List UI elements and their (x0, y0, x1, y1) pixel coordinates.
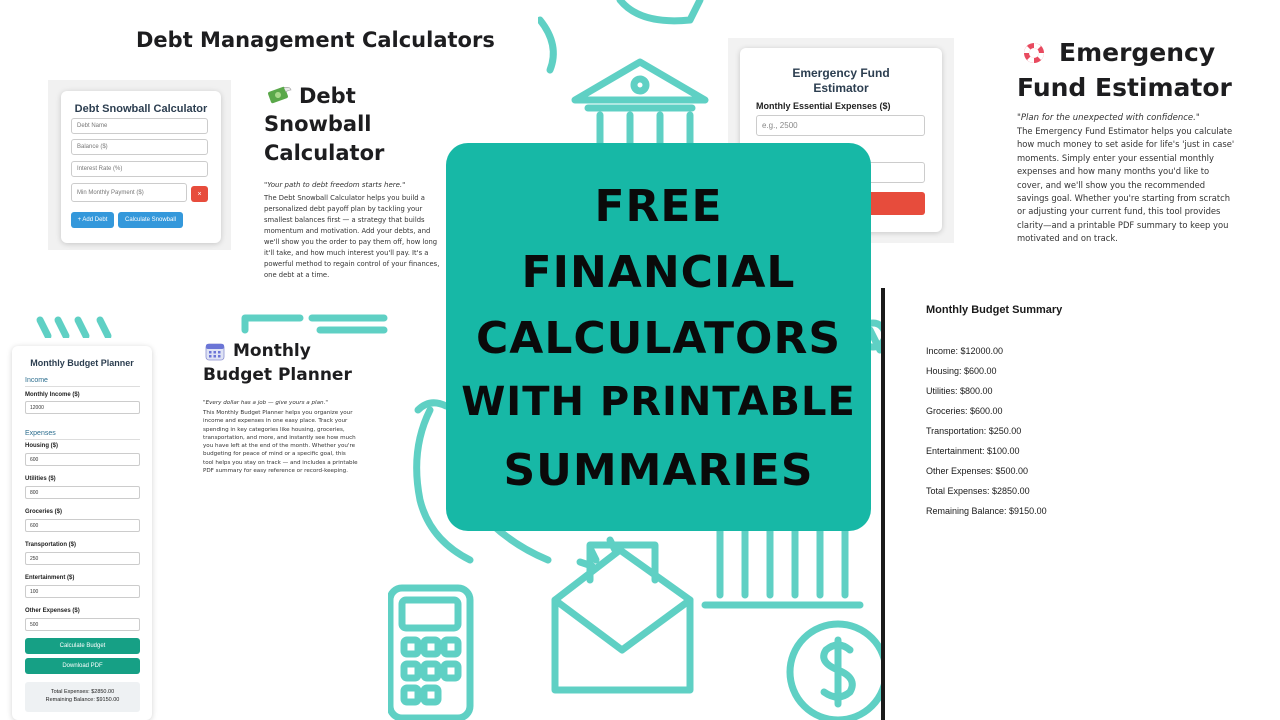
summary-line: Other Expenses: $500.00 (926, 466, 1029, 476)
summary-line: Income: $12000.00 (926, 346, 1004, 356)
divider (25, 439, 140, 440)
card-title-line2: Estimator (813, 81, 869, 95)
interest-rate-input[interactable]: Interest Rate (%) (71, 161, 208, 177)
budget-heading-line2: Budget Planner (203, 365, 352, 385)
remaining-balance-result: Remaining Balance: $9150.00 (45, 697, 120, 703)
add-debt-button[interactable]: + Add Debt (71, 212, 114, 228)
transportation-label: Transportation ($) (25, 542, 77, 548)
groceries-input[interactable]: 600 (25, 519, 140, 532)
debt-heading-line1: Debt (299, 84, 356, 108)
emergency-tagline: "Plan for the unexpected with confidence." (1017, 113, 1200, 123)
balance-input[interactable]: Balance ($) (71, 139, 208, 155)
expenses-field-label: Monthly Essential Expenses ($) (756, 101, 891, 111)
card-title: Debt Snowball Calculator (74, 103, 208, 115)
budget-description: This Monthly Budget Planner helps you organize your income and expenses in one easy place. Track your spending in key categories like housing, groceries, transportation, and more, and instantly see how much you have left at the end of the month. Whether you're budgeting for peace of mind or a specific goal, this tool helps you stay on track — and includes a printable PDF summary for easy reference or record-keeping. (203, 410, 358, 475)
debt-description: The Debt Snowball Calculator helps you build a personalized debt payoff plan by tackling your smallest balances first — a strategy that builds momentum and motivation. Add your debts, and we'll show you the order to pay them off, how long it'll take, and how much interest you'll pay. It's a powerful method to regain control of your finances, one debt at a time. (264, 194, 440, 279)
monthly-income-label: Monthly Income ($) (25, 392, 80, 398)
total-expenses-result: Total Expenses: $2850.00 (50, 689, 115, 695)
housing-label: Housing ($) (25, 443, 58, 449)
summary-line: Remaining Balance: $9150.00 (926, 506, 1047, 516)
min-payment-input[interactable]: Min Monthly Payment ($) (71, 183, 187, 202)
summary-line: Groceries: $600.00 (926, 406, 1003, 416)
utilities-label: Utilities ($) (25, 476, 56, 482)
budget-planner-card (12, 346, 152, 720)
remove-debt-button[interactable]: × (191, 186, 208, 202)
groceries-label: Groceries ($) (25, 509, 63, 515)
summary-line: Housing: $600.00 (926, 366, 997, 376)
calendar-icon (205, 342, 225, 361)
debt-name-input[interactable]: Debt Name (71, 118, 208, 134)
page-title: Debt Management Calculators (136, 28, 495, 52)
monthly-expenses-input[interactable]: e.g., 2500 (756, 115, 925, 136)
income-section-label: Income (25, 377, 48, 384)
emergency-description: The Emergency Fund Estimator helps you calculate how much money to set aside for life's 'just in case' moments. Simply enter your essential monthly expenses and how many months you'd like to cover, and we'll show you the recommended savings goal. Whether you're starting from scratch or adjusting your current fund, this tool provides clarity—and a printable PDF summary to keep you motivated and on track. (1017, 126, 1235, 244)
summary-line: Utilities: $800.00 (926, 386, 993, 396)
debt-tagline: "Your path to debt freedom starts here." (264, 181, 406, 189)
banner-line-2: FINANCIAL (521, 247, 796, 298)
transportation-input[interactable]: 250 (25, 552, 140, 565)
result-box (25, 682, 140, 712)
housing-input[interactable]: 600 (25, 453, 140, 466)
card-title-line1: Emergency Fund (792, 66, 890, 80)
banner-line-1: FREE (594, 181, 723, 232)
expenses-section-label: Expenses (25, 430, 56, 437)
divider (25, 386, 140, 387)
entertainment-label: Entertainment ($) (25, 575, 75, 581)
summary-line: Entertainment: $100.00 (926, 446, 1020, 456)
other-expenses-input[interactable]: 500 (25, 618, 140, 631)
monthly-income-input[interactable]: 12000 (25, 401, 140, 414)
money-with-wings-icon (266, 84, 292, 106)
summary-title: Monthly Budget Summary (926, 304, 1063, 316)
entertainment-input[interactable]: 100 (25, 585, 140, 598)
banner-line-3: CALCULATORS (475, 313, 842, 364)
lifebuoy-icon (1022, 41, 1046, 65)
emergency-heading-line1: Emergency (1059, 38, 1216, 67)
budget-tagline: "Every dollar has a job — give yours a plan." (203, 400, 328, 406)
debt-heading-line2: Snowball (264, 112, 372, 136)
banner-line-4: WITH PRINTABLE (461, 379, 856, 425)
title-banner (446, 143, 871, 531)
debt-heading-line3: Calculator (264, 141, 385, 165)
other-expenses-label: Other Expenses ($) (25, 608, 80, 614)
calculate-budget-button[interactable]: Calculate Budget (25, 638, 140, 654)
summary-border (881, 288, 885, 720)
utilities-input[interactable]: 800 (25, 486, 140, 499)
debt-snowball-card (61, 91, 221, 243)
download-pdf-button[interactable]: Download PDF (25, 658, 140, 674)
emergency-heading-line2: Fund Estimator (1017, 73, 1232, 102)
card-title: Monthly Budget Planner (30, 358, 134, 368)
summary-line: Total Expenses: $2850.00 (926, 486, 1030, 496)
calculate-snowball-button[interactable]: Calculate Snowball (118, 212, 183, 228)
summary-line: Transportation: $250.00 (926, 426, 1022, 436)
banner-line-5: SUMMARIES (503, 445, 814, 496)
budget-heading-line1: Monthly (233, 341, 311, 361)
